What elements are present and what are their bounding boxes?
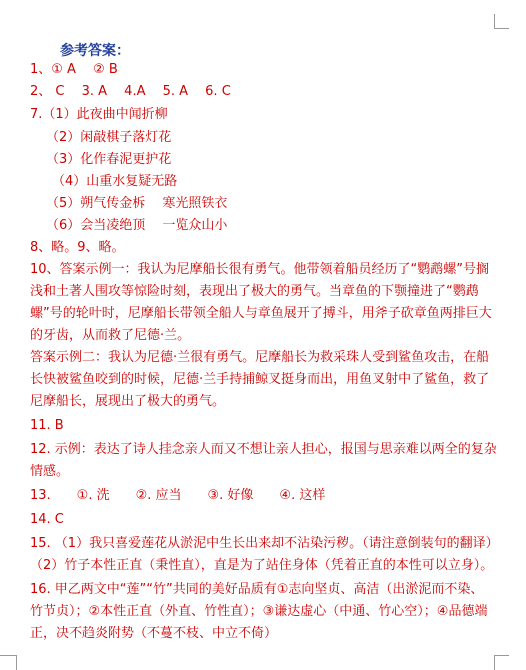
page-corner-mark-top-right [494,14,509,29]
answer-line: 8、略。9、略。 [30,240,125,255]
answer-line: 1、① A ② B [30,62,118,77]
answer-line: 16. 甲乙两文中“莲”“竹”共同的美好品质有①志向坚贞、高洁（出淤泥而不染、 [30,582,484,597]
answer-line: 正，决不趋炎附势（不蔓不枝、中立不倚） [30,626,278,641]
answer-line: 尼摩船长，展现出了极大的勇气。 [30,394,226,409]
answer-line: （3）化作春泥更护花 [46,152,172,167]
answer-line: （4）山重水复疑无路 [52,174,178,189]
page-corner-mark-bottom-left [0,655,17,670]
page-title: 参考答案： [60,43,130,59]
answer-line: 的牙齿，从而救了尼德·兰。 [30,328,191,343]
answer-line: 15. （1）我只喜爱莲花从淤泥中生长出来却不沾染污秽。（请注意倒装句的翻译） [30,536,499,551]
answer-line: 竹节贞）；②本性正直（外直、竹性直）；③谦达虚心（中通、竹心空）；④品德端 [30,604,488,619]
answer-line: 答案示例二：我认为尼德·兰很有勇气。尼摩船长为救采珠人受到鲨鱼攻击，在船 [30,350,490,365]
answer-line: 10、答案示例一：我认为尼摩船长很有勇气。他带领着船员经历了“鹦鹉螺”号搁 [30,262,490,277]
page-corner-mark-bottom-right [494,655,509,670]
answer-line: 14. C [30,512,64,527]
answer-line: 7.（1）此夜曲中闻折柳 [30,107,168,122]
answer-line: （6）会当凌绝顶 一览众山小 [46,218,228,233]
answer-line: （2）竹子本性正直（秉性直），直是为了站住身体（凭着正直的本性可以立身）。 [30,558,494,573]
answer-line: 2、 C 3. A 4.A 5. A 6. C [30,84,231,99]
answer-line: 12. 示例：表达了诗人挂念亲人而又不想让亲人担心，报国与思亲难以两全的复杂 [30,442,497,457]
answer-line: 13. ①. 洗 ②. 应当 ③. 好像 ④. 这样 [30,488,326,503]
answer-line: 11. B [30,418,64,433]
answer-line: （5）朔气传金柝 寒光照铁衣 [46,196,228,211]
answer-line: 浅和土著人围攻等惊险时刻，表现出了极大的勇气。当章鱼的下颚撞进了“鹦鹉 [30,284,479,299]
answer-line: 螺”号的轮叶时，尼摩船长带领全船人与章鱼展开了搏斗，用斧子砍章鱼两排巨大 [30,306,492,321]
answer-line: 长快被鲨鱼咬到的时候，尼德·兰手持捕鲸叉挺身而出，用鱼叉射中了鲨鱼，救了 [30,372,490,387]
answer-line: 情感。 [30,464,70,479]
answer-line: （2）闲敲棋子落灯花 [46,130,172,145]
